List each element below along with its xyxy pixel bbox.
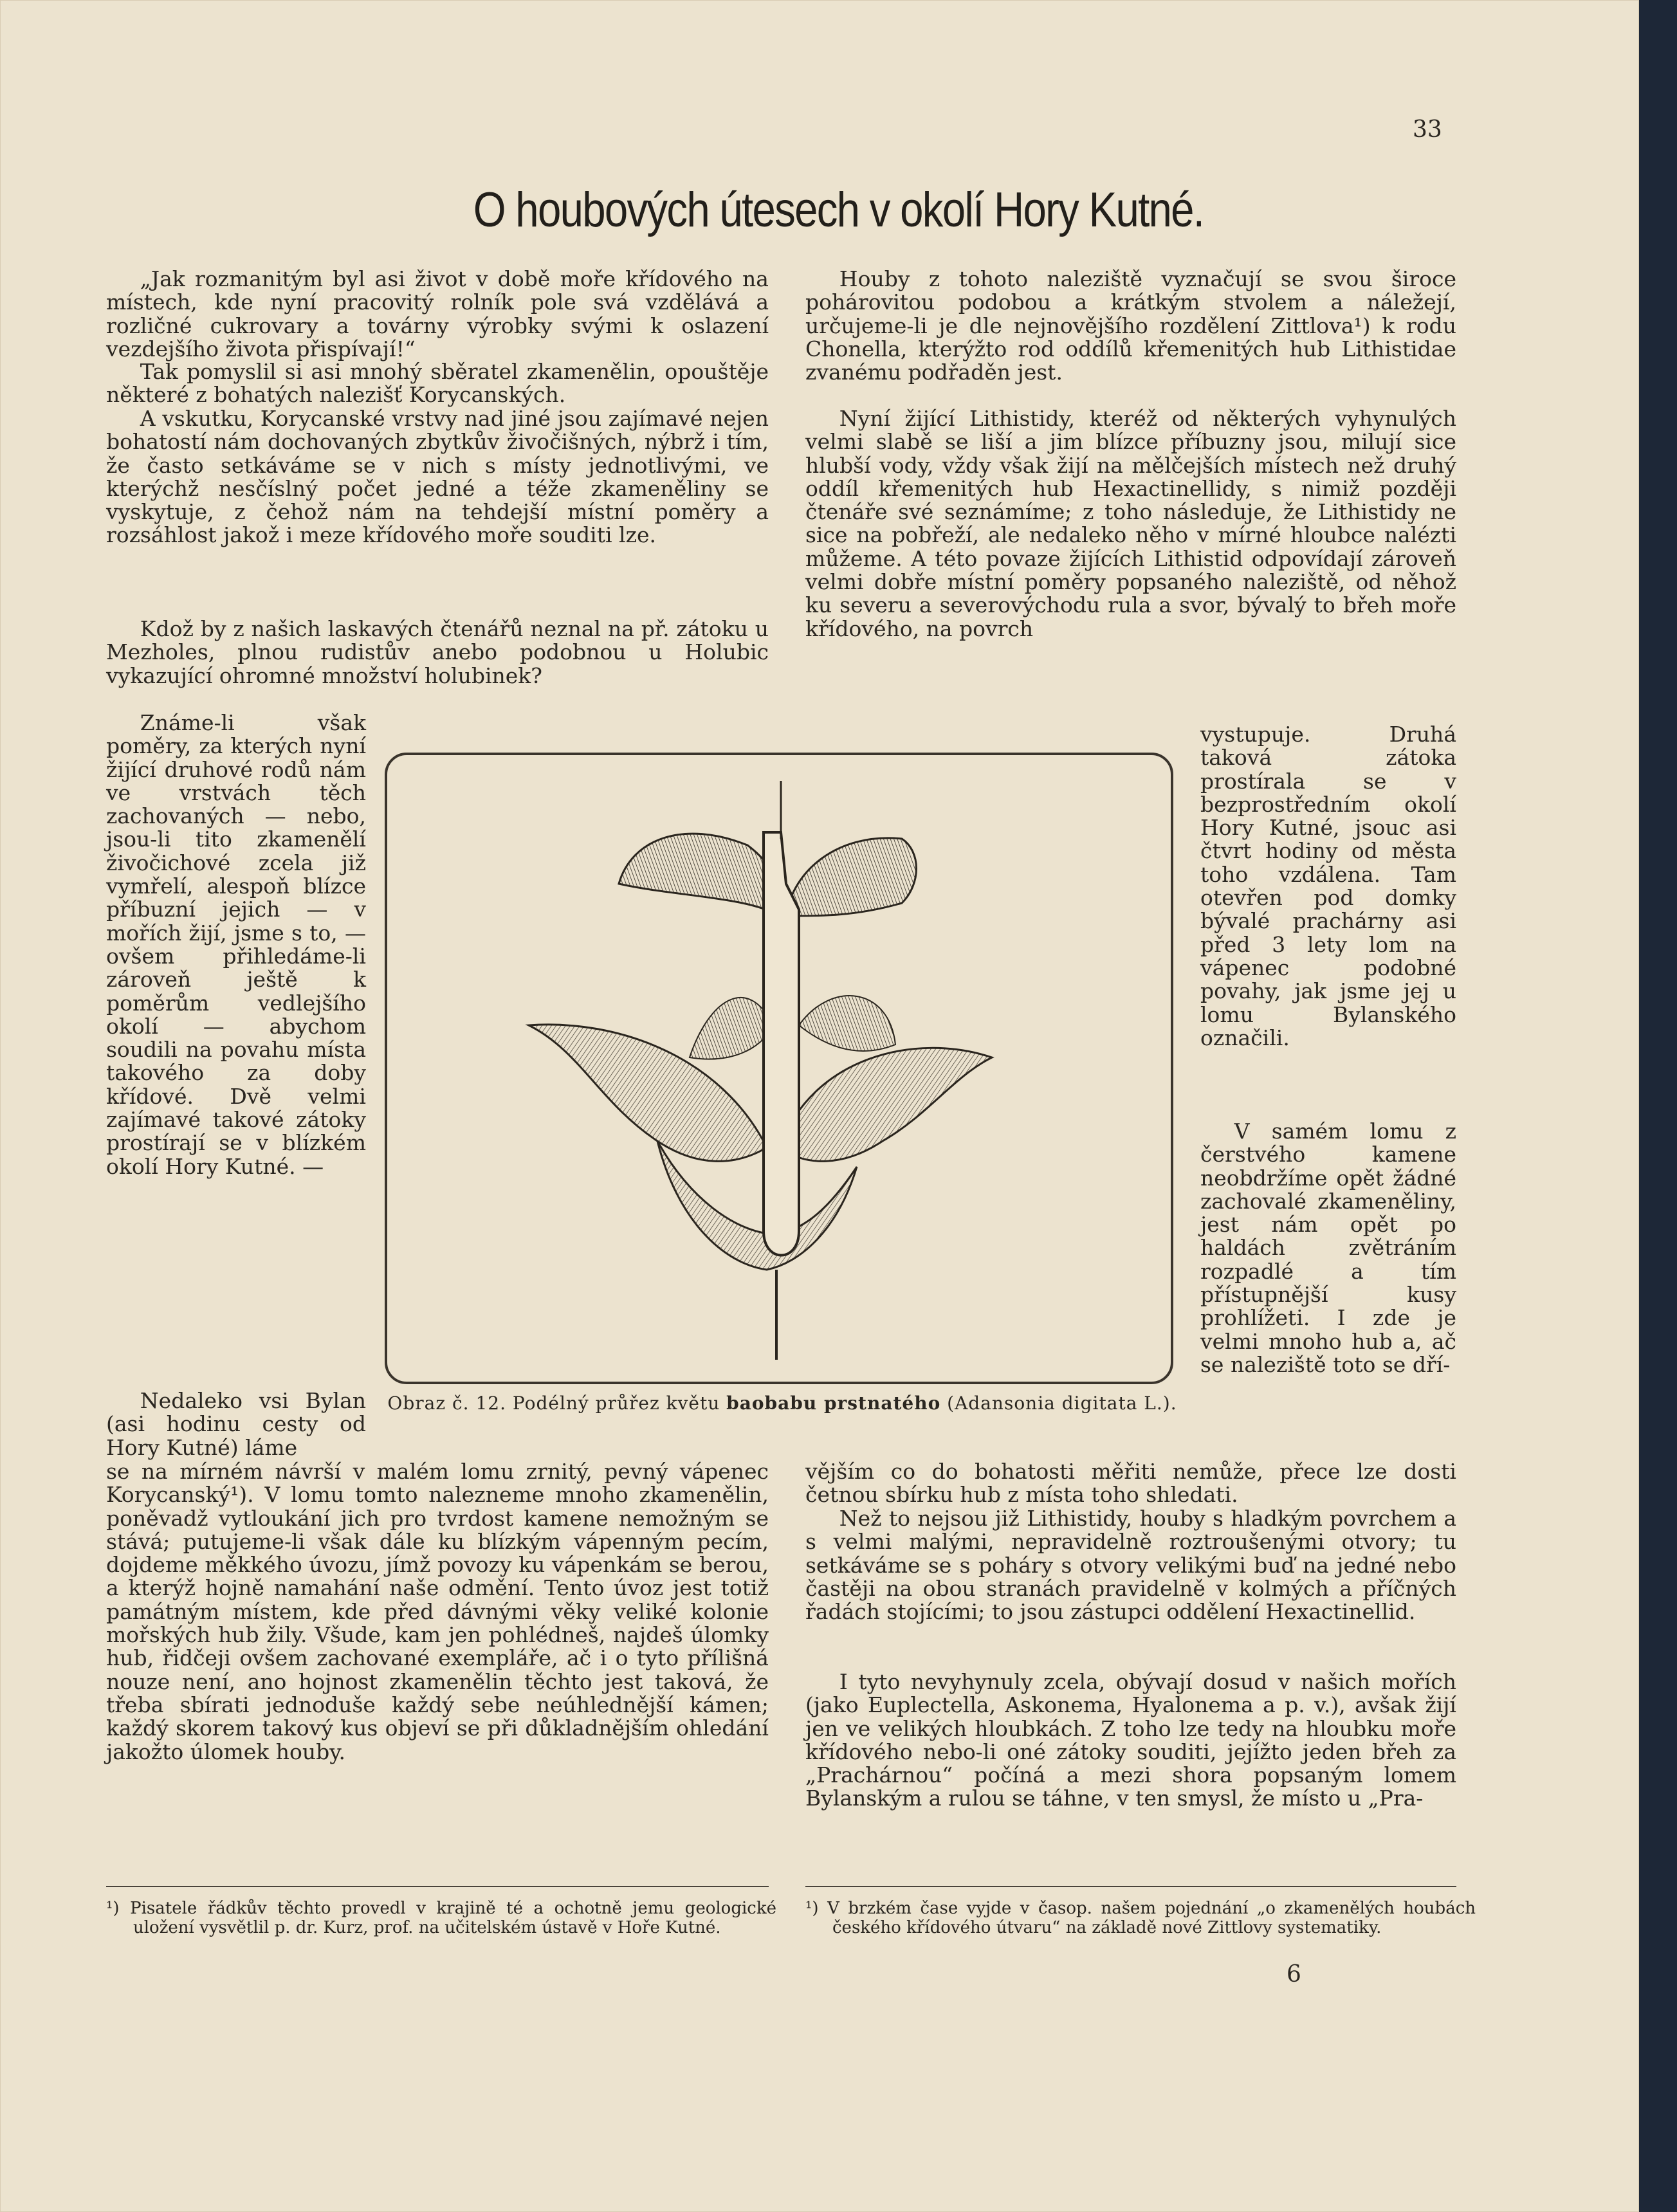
right-paragraph-7: I tyto nevyhynuly zcela, obývají dosud v našich mořích (jako Euplectella, Askonema, Hyalonema a p. v.), avšak žijí jen ve velikých hloubkách. Z toho lze tedy na hloubku moře křídového nebo-li oné zátoky souditi, jejížto jeden břeh za „Prachárnou“ počíná a mezi shora popsaným lomem Bylanským a rulou se táhne, v ten smysl, že místo u „Pra- xyxy=(805,1669,1456,1811)
left-paragraph-4: Kdož by z našich laskavých čtenářů neznal na př. zátoku u Mezholes, plnou rudistův anebo podobnou u Holubic vykazující ohromné množství holubinek? xyxy=(106,616,769,688)
back-petal-left xyxy=(690,998,773,1059)
caption-species: baobabu prstnatého xyxy=(726,1393,941,1414)
signature-mark: 6 xyxy=(1287,1961,1301,1988)
footnote-right: ¹) V brzkém čase vyjde v časop. našem pojednání „o zkamenělých houbách českého křídového útvaru“ na základě nové Zittlovy systematiky. xyxy=(805,1899,1476,1937)
page-number: 33 xyxy=(1413,116,1442,143)
left-paragraph-7: se na mírném návrší v malém lomu zrnitý, pevný vápenec Korycanský¹). V lomu tomto nalezneme mnoho zkamenělin, poněvadž vytloukání jich pro tvrdost kamene nemožným se stává; putujeme-li však dále ku blízkým vápenným pecím, dojdeme měkkého úvozu, jímž povozy ku vápenkám se berou, a kterýž hojně namahání naše odmění. Tento úvoz jest totiž památným místem, kde před dávnými věky veliké kolonie mořských hub žily. Všude, kam jen pohlédneš, najdeš úlomky hub, řidčeji ovšem zachované exempláře, ač i o tyto přílišná nouze není, ano hojnost zkamenělin těchto jest taková, že třeba sbírati jednoduše každý sebe neúhlednější kámen; každý skorem takový kus objeví se při důkladnějším ohledání jakožto úlomek houby. xyxy=(106,1459,769,1764)
right-paragraph-1: Houby z tohoto naleziště vyznačují se svou široce pohárovitou podobou a krátkým stvolem a náležejí, určujeme-li je dle nejnovějšího rozdělení Zittlova¹) k rodu Chonella, kterýžto rod oddílů křemenitých hub Lithistidae zvanému podřaděn jest. xyxy=(805,266,1456,385)
left-paragraph-6: Nedaleko vsi Bylan (asi hodinu cesty od Hory Kutné) láme xyxy=(106,1388,366,1460)
figure-caption xyxy=(383,1393,1181,1414)
footnote-rule-left xyxy=(106,1886,769,1887)
right-paragraph-6: Než to nejsou již Lithistidy, houby s hladkým povrchem a s velmi malými, nepravidelně roztroušenými otvory; tu setkáváme se s poháry s otvory velikými buď na jedné nebo častěji na obou stranách pravidelně v kolmých a příčných řadách stojícími; to jsou zástupci oddělení Hexactinellid. xyxy=(805,1506,1456,1625)
baobab-flower-illustration xyxy=(387,755,1171,1382)
right-petal xyxy=(780,1048,992,1161)
stamen-crown-left xyxy=(619,834,782,916)
figure-frame xyxy=(385,753,1173,1384)
back-petal-right xyxy=(799,996,895,1051)
caption-prefix: Obraz č. 12. Podélný průřez květu xyxy=(387,1393,727,1414)
right-paragraph-4: V samém lomu z čerstvého kamene neobdržíme opět žádné zachovalé zkameněliny, jest nám opět po haldách zvětráním rozpadlé a tím přístupnější kusy prohlížeti. I zde je velmi mnoho hub a, ač se naleziště toto se dří- xyxy=(1200,1119,1456,1377)
left-paragraph-1: „Jak rozmanitým byl asi život v době moře křídového na místech, kde nyní pracovitý rolník pole svá vzdělává a rozličné cukrovary a továrny výrobky svými k oslazení vezdejšího života přispívají!“ xyxy=(106,266,769,361)
right-paragraph-2: Nyní žijící Lithistidy, kteréž od některých vyhynulých velmi slabě se liší a jim blízce příbuzny jsou, milují sice hlubší vody, vždy však žijí na mělčejších místech než druhý oddíl křemenitých hub Hexactinellidy, s nimiž později čtenáře své seznámíme; z toho následuje, že Lithistidy ne sice na pobřeží, ale nedaleko něho v mírné hloubce nalézti můžeme. A této povaze žijících Lithistid odpovídají zároveň velmi dobře místní poměry popsaného naleziště, od něhož ku severu a severovýchodu rula a svor, bývalý to břeh moře křídového, na povrch xyxy=(805,406,1456,641)
left-paragraph-3: A vskutku, Korycanské vrstvy nad jiné jsou zajímavé nejen bohatostí nám dochovaných zbytkův živočišných, nýbrž i tím, že často setkáváme se v nich s místy jednotlivými, ve kterýchž nesčíslný počet jedné a téže zkameněliny se vyskytuje, z čehož nám na tehdejší místní poměry a rozsáhlost jakož i meze křídového moře souditi lze. xyxy=(106,406,769,548)
right-paragraph-3: vystupuje. Druhá taková zátoka prostírala se v bezprostředním okolí Hory Kutné, jsouc asi čtvrt hodiny od města toho vzdálena. Tam otevřen pod domky bývalé prachárny asi před 3 lety lom na vápenec podobné povahy, jak jsme jej u lomu Bylanského označili. xyxy=(1200,722,1456,1050)
left-paragraph-5: Známe-li však poměry, za kterých nyní žijící druhové rodů nám ve vrstvách těch zachovaných — nebo, jsou-li tito zkamenělí živočichové zcela již vymřelí, alespoň blízce příbuzní jejich — v mořích žijí, jsme s to, — ovšem přihledáme-li zároveň ještě k poměrům vedlejšího okolí — abychom soudili na povahu místa takového za doby křídové. Dvě velmi zajímavé takové zátoky prostírají se v blízkém okolí Hory Kutné. — xyxy=(106,710,366,1179)
footnote-left: ¹) Pisatele řádkův těchto provedl v krajině té a ochotně jemu geologické uložení vysvětlil p. dr. Kurz, prof. na učitelském ústavě v Hoře Kutné. xyxy=(106,1899,776,1937)
right-paragraph-5: vějším co do bohatosti měřiti nemůže, přece lze dosti četnou sbírku hub z místa toho shledati. xyxy=(805,1459,1456,1508)
article-title: O houbových útesech v okolí Hory Kutné. xyxy=(473,183,1204,237)
stamen-crown-right xyxy=(786,838,917,916)
left-paragraph-2: Tak pomyslil si asi mnohý sběratel zkamenělin, opouštěje některé z bohatých nalezišť Korycanských. xyxy=(106,359,769,408)
caption-suffix: (Adansonia digitata L.). xyxy=(940,1393,1177,1414)
footnote-rule-right xyxy=(805,1886,1456,1887)
